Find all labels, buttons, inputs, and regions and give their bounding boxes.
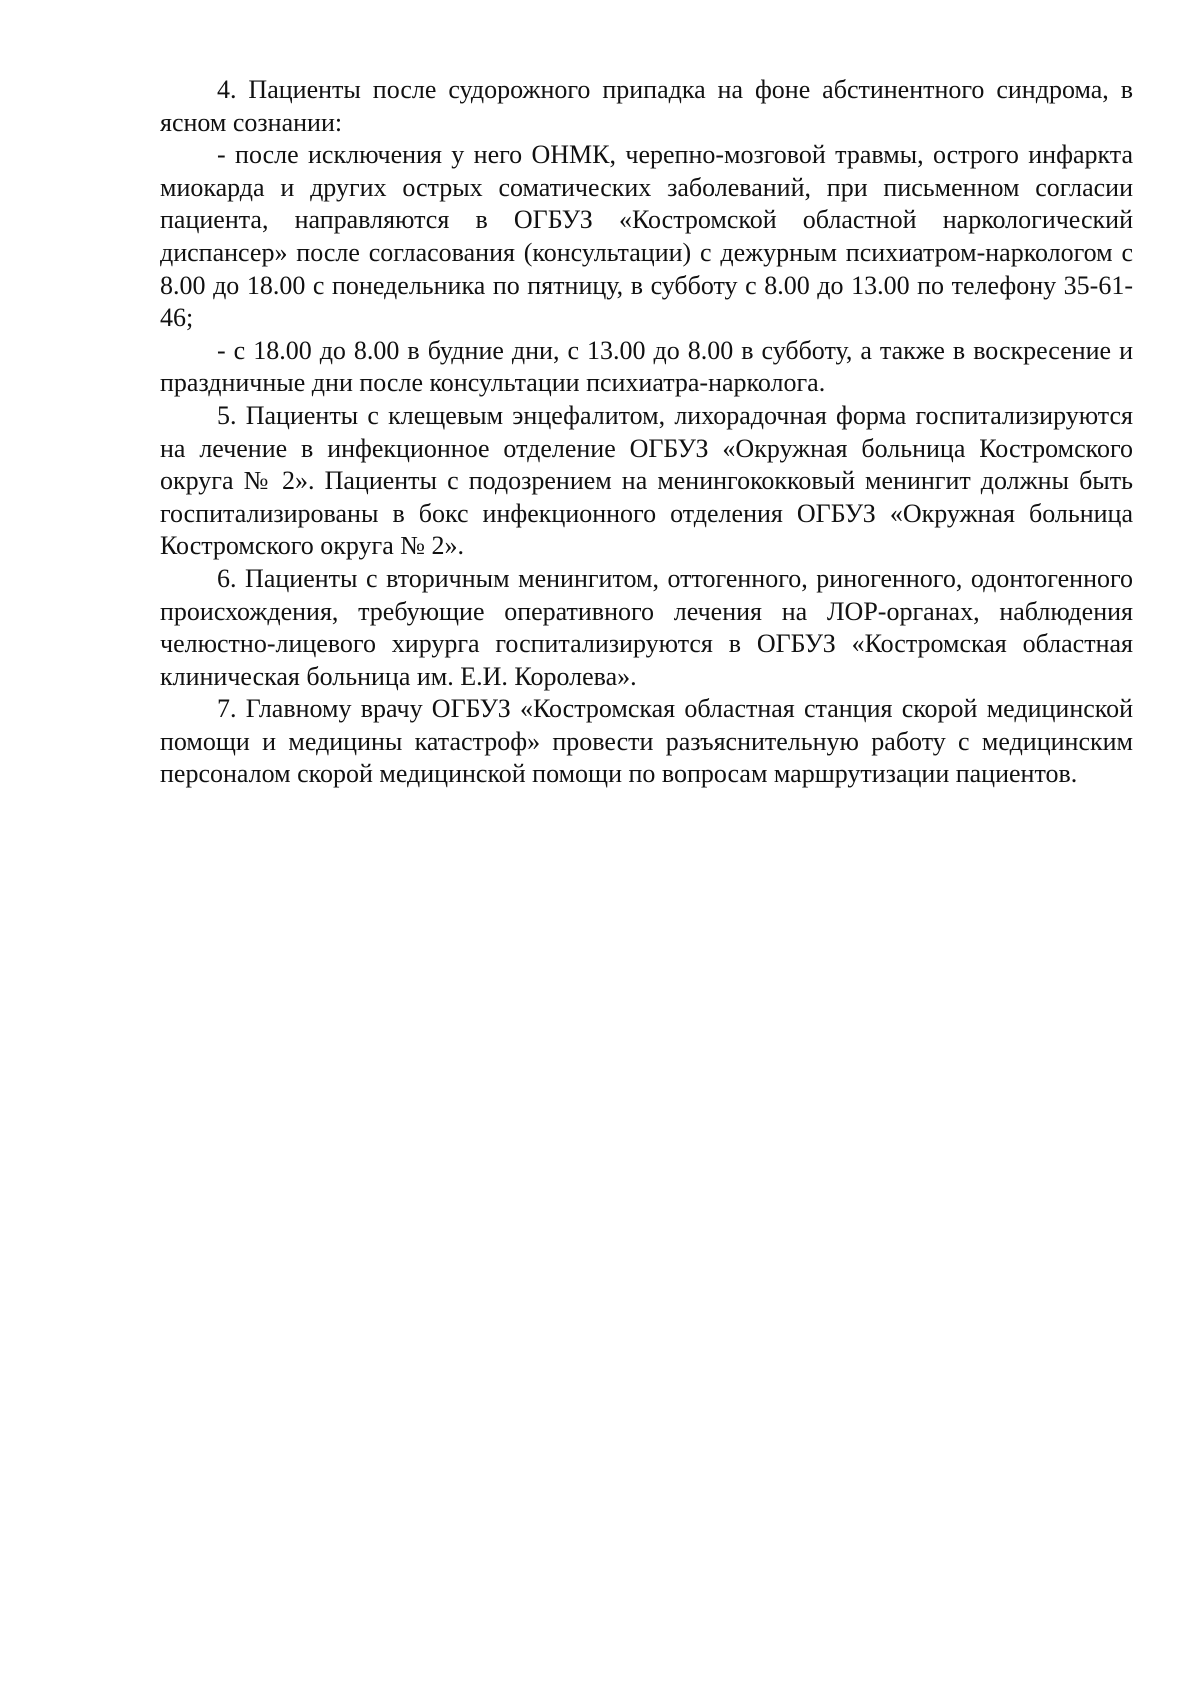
paragraph-dash-item-2: - с 18.00 до 8.00 в будние дни, с 13.00 до 8.00 в субботу, а также в воскресение и праздничные дни после консультации психиатра-нарколога. xyxy=(160,335,1133,398)
paragraph-item-5: 5. Пациенты с клещевым энцефалитом, лихорадочная форма госпитализируются на лечение в инфекционное отделение ОГБУЗ «Окружная больница Костромского округа № 2». Пациенты с подозрением на менингококковый менингит должны быть госпитализированы в бокс инфекционного отделения ОГБУЗ «Окружная больница Костромского округа № 2». xyxy=(160,400,1133,561)
paragraph-item-4: 4. Пациенты после судорожного припадка на фоне абстинентного синдрома, в ясном сознании: xyxy=(160,75,1133,137)
paragraph-item-6: 6. Пациенты с вторичным менингитом, оттогенного, риногенного, одонтогенного происхождения, требующие оперативного лечения на ЛОР-органах, наблюдения челюстно-лицевого хирурга госпитализируются в ОГБУЗ «Костромская областная клиническая больница им. Е.И. Королева». xyxy=(160,563,1133,691)
paragraph-dash-item-1: - после исключения у него ОНМК, черепно-мозговой травмы, острого инфаркта миокарда и других острых соматических заболеваний, при письменном согласии пациента, направляются в ОГБУЗ «Костромской областной наркологический диспансер» после согласования (консультации) с дежурным психиатром-наркологом с 8.00 до 18.00 с понедельника по пятницу, в субботу с 8.00 до 13.00 по телефону 35-61-46; xyxy=(160,140,1133,333)
document-body xyxy=(160,74,1133,791)
paragraph-item-7: 7. Главному врачу ОГБУЗ «Костромская областная станция скорой медицинской помощи и медицины катастроф» провести разъяснительную работу с медицинским персоналом скорой медицинской помощи по вопросам маршрутизации пациентов. xyxy=(160,694,1133,789)
